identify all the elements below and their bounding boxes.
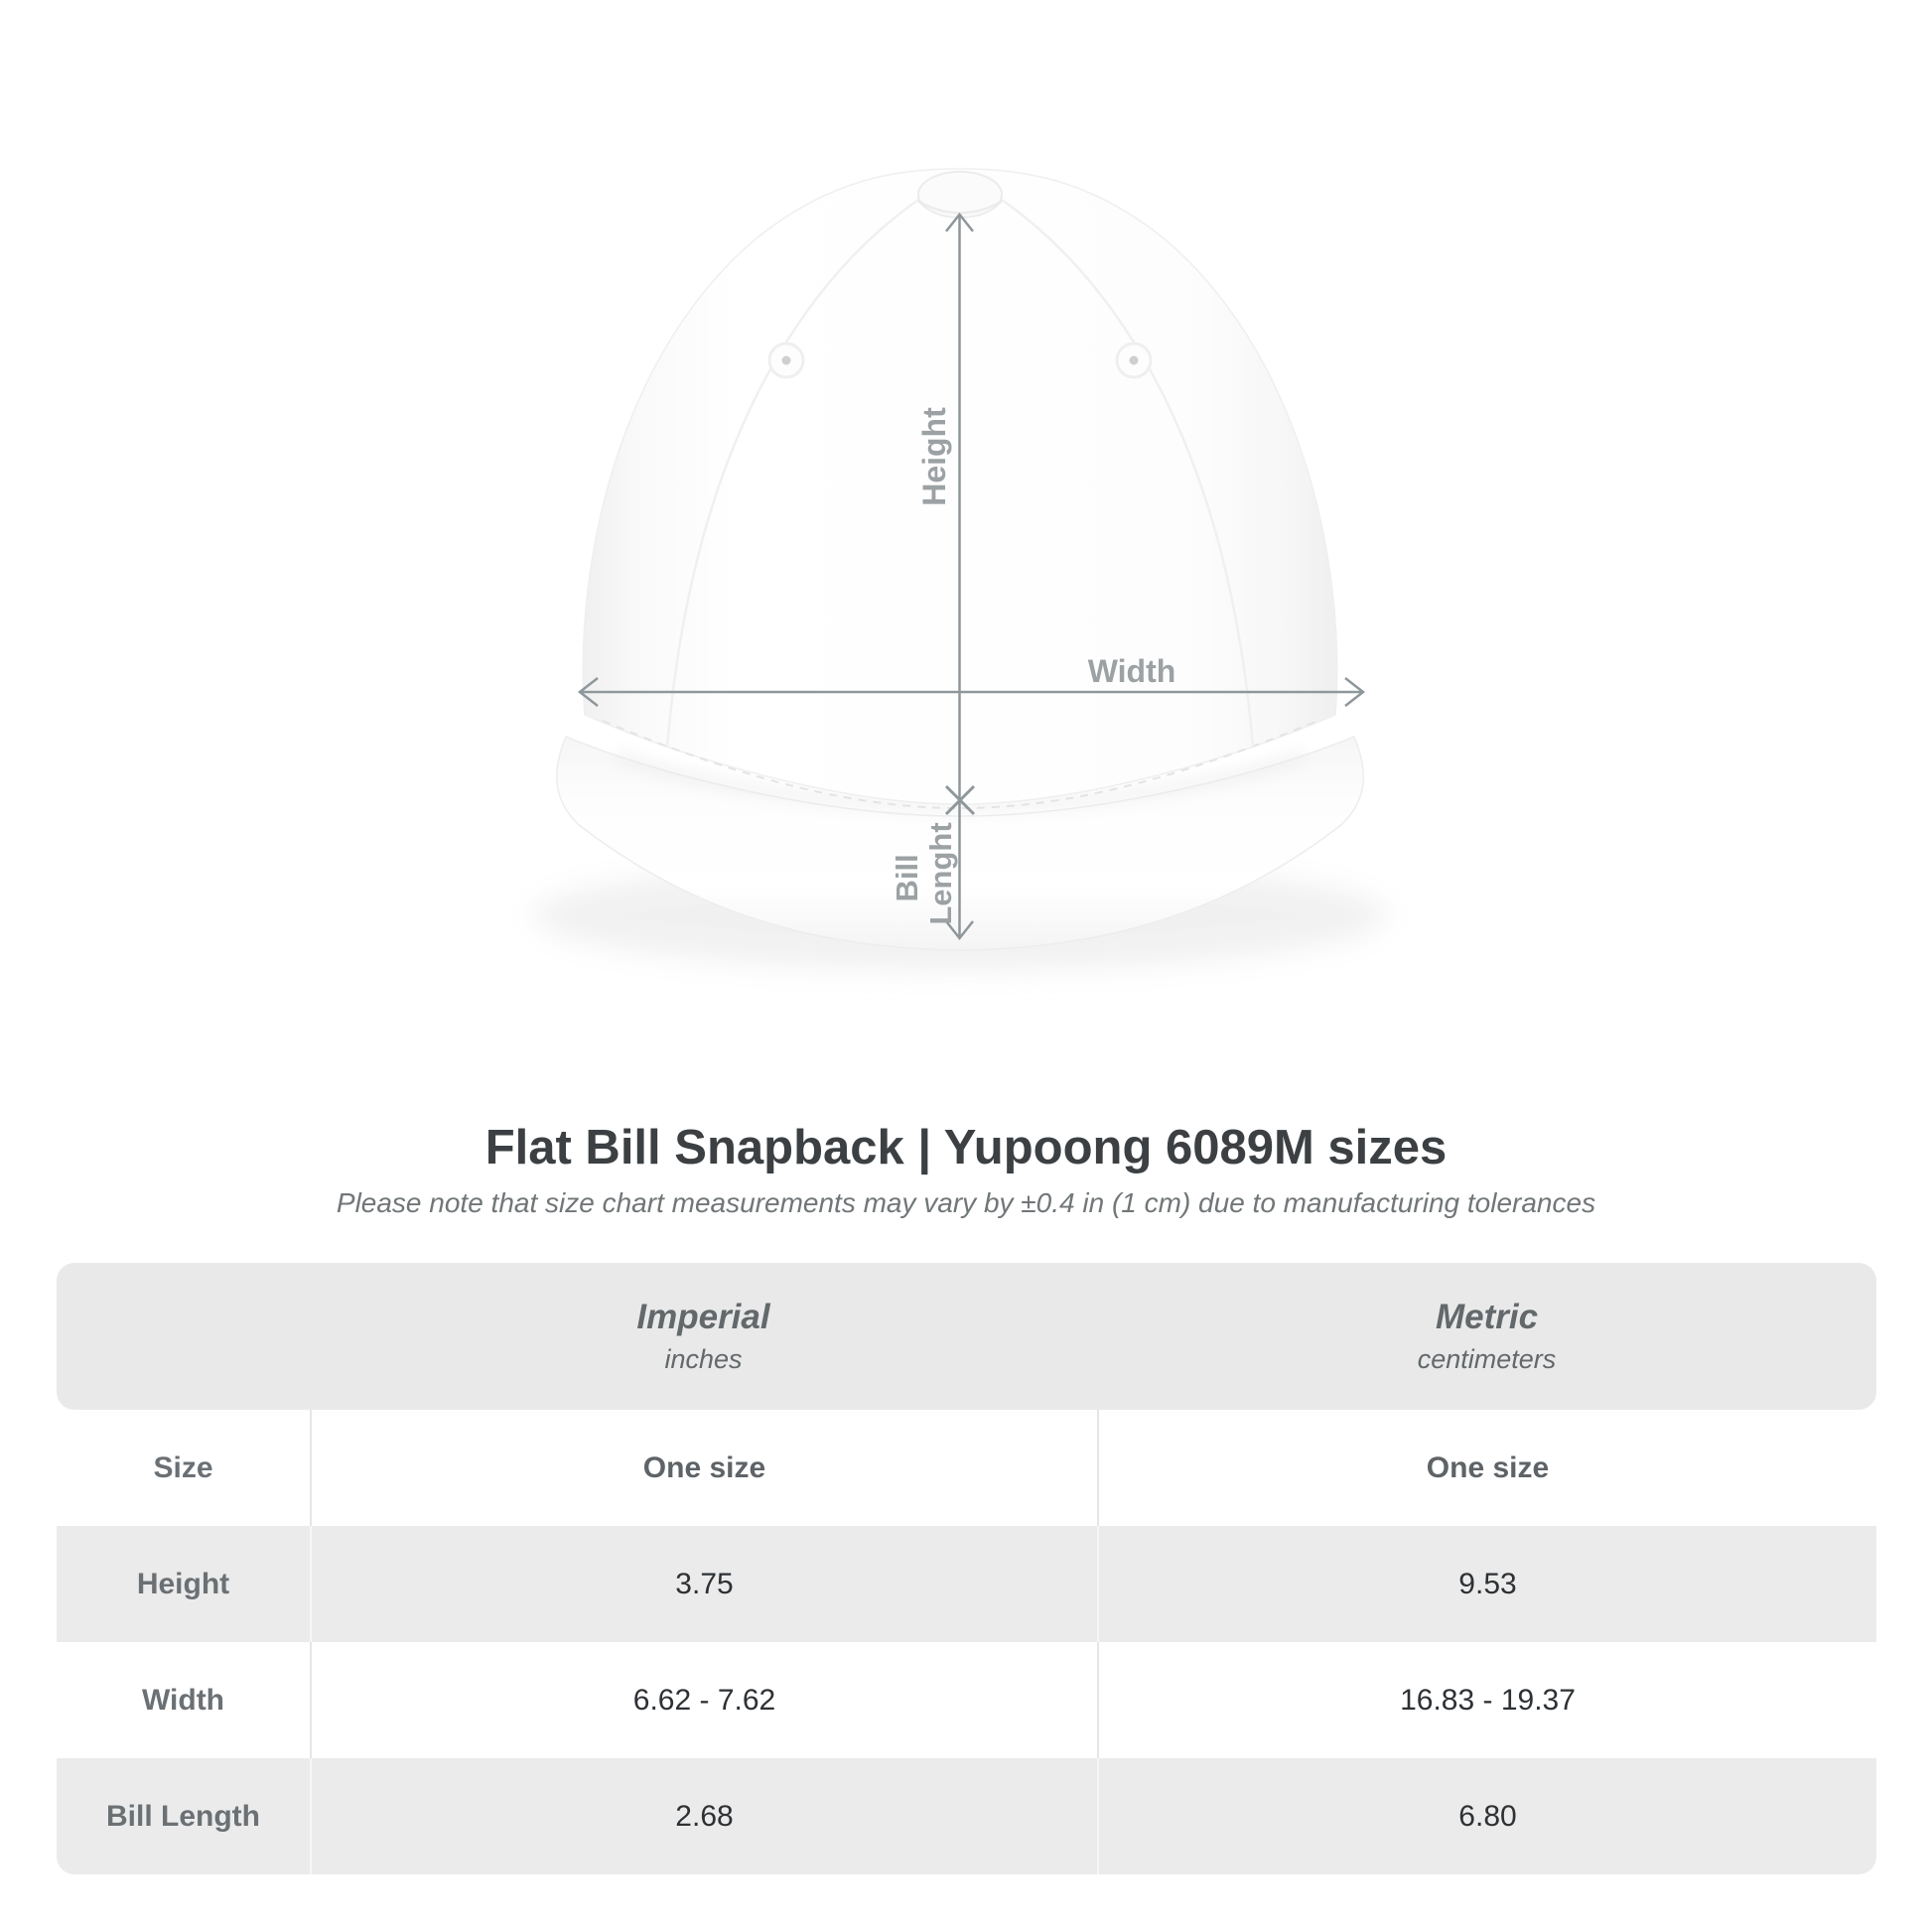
imperial-column-header <box>310 1263 1097 1410</box>
metric-label: Metric <box>1435 1298 1539 1336</box>
imperial-value: One size <box>310 1410 1097 1526</box>
metric-value: 16.83 - 19.37 <box>1097 1642 1876 1758</box>
page-title: Flat Bill Snapback | Yupoong 6089M sizes <box>484 1121 1448 1174</box>
imperial-value: 6.62 - 7.62 <box>310 1642 1097 1758</box>
row-label: Size <box>153 1450 213 1484</box>
metric-value: 6.80 <box>1097 1758 1876 1874</box>
table-header-spacer <box>57 1263 310 1410</box>
metric-value: 9.53 <box>1097 1526 1876 1642</box>
table-row-bill-length <box>57 1758 1876 1874</box>
bill-length-label-line1: Bill <box>890 854 924 902</box>
imperial-value: 3.75 <box>310 1526 1097 1642</box>
row-label: Bill Length <box>106 1799 260 1833</box>
height-label: Height <box>916 407 952 506</box>
row-label: Width <box>141 1683 225 1717</box>
hat-top-button <box>918 172 1002 217</box>
metric-unit: centimeters <box>1417 1344 1557 1374</box>
imperial-label: Imperial <box>636 1298 770 1336</box>
table-row-height <box>57 1526 1876 1642</box>
bill-length-label-line2: Lenght <box>923 822 958 925</box>
page-subtitle: Please note that size chart measurements may vary by ±0.4 in (1 cm) due to manufacturing tolerances <box>336 1187 1596 1218</box>
metric-value: One size <box>1097 1410 1876 1526</box>
imperial-unit: inches <box>664 1344 743 1374</box>
table-row-size <box>57 1410 1876 1526</box>
row-label: Height <box>136 1567 230 1600</box>
imperial-value: 2.68 <box>310 1758 1097 1874</box>
hat-eyelet-right <box>1117 344 1151 377</box>
table-header <box>57 1263 1876 1410</box>
table-row-width <box>57 1642 1876 1758</box>
size-table <box>57 1263 1876 1874</box>
metric-column-header <box>1097 1263 1876 1410</box>
width-label: Width <box>1087 653 1176 689</box>
hat-eyelet-left <box>769 344 803 377</box>
heading-block <box>0 1120 1932 1219</box>
